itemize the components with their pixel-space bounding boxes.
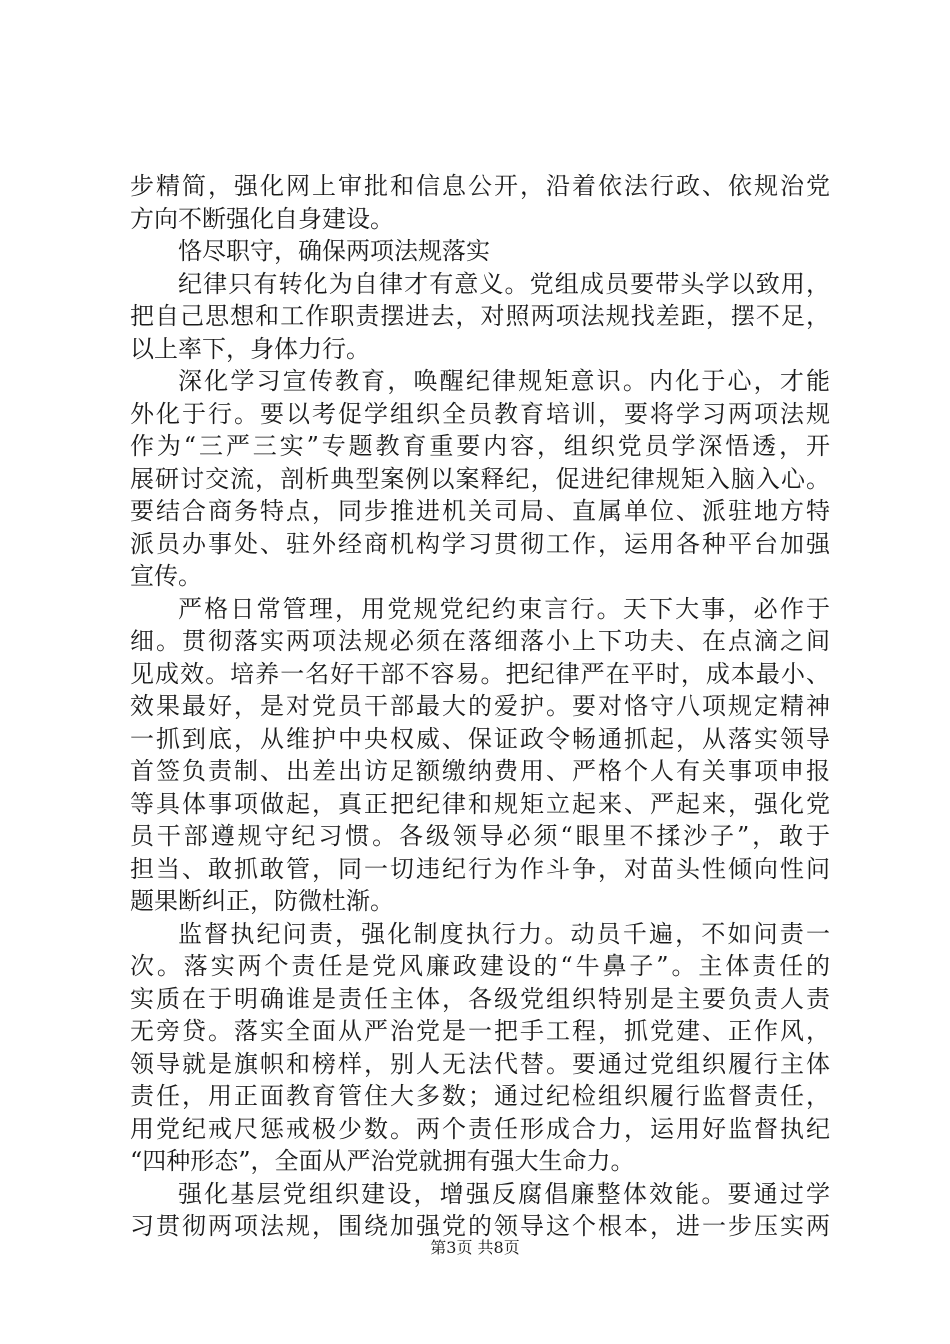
text-line: 严格日常管理，用党规党纪约束言行。天下大事，必作于 (178, 594, 830, 623)
text-line: 细。贯彻落实两项法规必须在落细落小上下功夫、在点滴之间 (130, 627, 830, 655)
text-line: 把自己思想和工作职责摆进去，对照两项法规找差距，摆不足， (130, 302, 830, 330)
text-line: 担当、敢抓敢管，同一切违纪行为作斗争，对苗头性倾向性问 (130, 854, 830, 883)
text-line: 步精简，强化网上审批和信息公开，沿着依法行政、依规治党 (130, 172, 830, 200)
text-line: 习贯彻两项法规，围绕加强党的领导这个根本，进一步压实两 (130, 1212, 830, 1240)
text-line: 实质在于明确谁是责任主体，各级党组织特别是主要负责人责 (130, 984, 830, 1013)
text-line: 等具体事项做起，真正把纪律和规矩立起来、严起来，强化党 (130, 789, 830, 818)
text-line: 外化于行。要以考促学组织全员教育培训，要将学习两项法规 (130, 399, 830, 428)
text-line: 效果最好，是对党员干部最大的爱护。要对恪守八项规定精神 (130, 692, 830, 720)
text-line: 恪尽职守，确保两项法规落实 (178, 237, 490, 265)
text-line: 深化学习宣传教育，唤醒纪律规矩意识。内化于心，才能 (178, 367, 830, 395)
text-line: 展研讨交流，剖析典型案例以案释纪，促进纪律规矩入脑入心。 (130, 464, 830, 493)
text-line: 作为“三严三实”专题教育重要内容，组织党员学深悟透，开 (130, 432, 830, 460)
document-body (130, 170, 830, 1243)
text-line: 方向不断强化自身建设。 (130, 204, 394, 233)
text-line: 派员办事处、驻外经商机构学习贯彻工作，运用各种平台加强 (130, 529, 830, 558)
text-line: 领导就是旗帜和榜样，别人无法代替。要通过党组织履行主体 (130, 1049, 830, 1078)
text-line: 宣传。 (130, 562, 202, 590)
text-line: 用党纪戒尺惩戒极少数。两个责任形成合力，运用好监督执纪 (130, 1114, 830, 1143)
page-footer: 第3页 共8页 (430, 1238, 520, 1257)
text-line: 监督执纪问责，强化制度执行力。动员千遍，不如问责一 (178, 919, 830, 948)
text-line: 以上率下，身体力行。 (130, 334, 370, 363)
text-line: 要结合商务特点，同步推进机关司局、直属单位、派驻地方特 (130, 497, 830, 525)
text-line: 无旁贷。落实全面从严治党是一把手工程，抓党建、正作风， (130, 1017, 830, 1045)
text-line: 一抓到底，从维护中央权威、保证政令畅通抓起，从落实领导 (130, 724, 830, 753)
text-line: 强化基层党组织建设，增强反腐倡廉整体效能。要通过学 (178, 1179, 830, 1208)
text-line: 见成效。培养一名好干部不容易。把纪律严在平时，成本最小、 (130, 659, 830, 688)
text-line: 员干部遵规守纪习惯。各级领导必须“眼里不揉沙子”，敢于 (130, 822, 830, 850)
text-line: 责任，用正面教育管住大多数；通过纪检组织履行监督责任， (130, 1082, 830, 1110)
text-line: 题果断纠正，防微杜渐。 (130, 887, 394, 915)
text-line: “四种形态”，全面从严治党就拥有强大生命力。 (130, 1147, 635, 1175)
text-line: 次。落实两个责任是党风廉政建设的“牛鼻子”。主体责任的 (130, 952, 830, 980)
text-line: 纪律只有转化为自律才有意义。党组成员要带头学以致用， (178, 269, 830, 298)
text-line: 首签负责制、出差出访足额缴纳费用、严格个人有关事项申报 (130, 757, 830, 785)
